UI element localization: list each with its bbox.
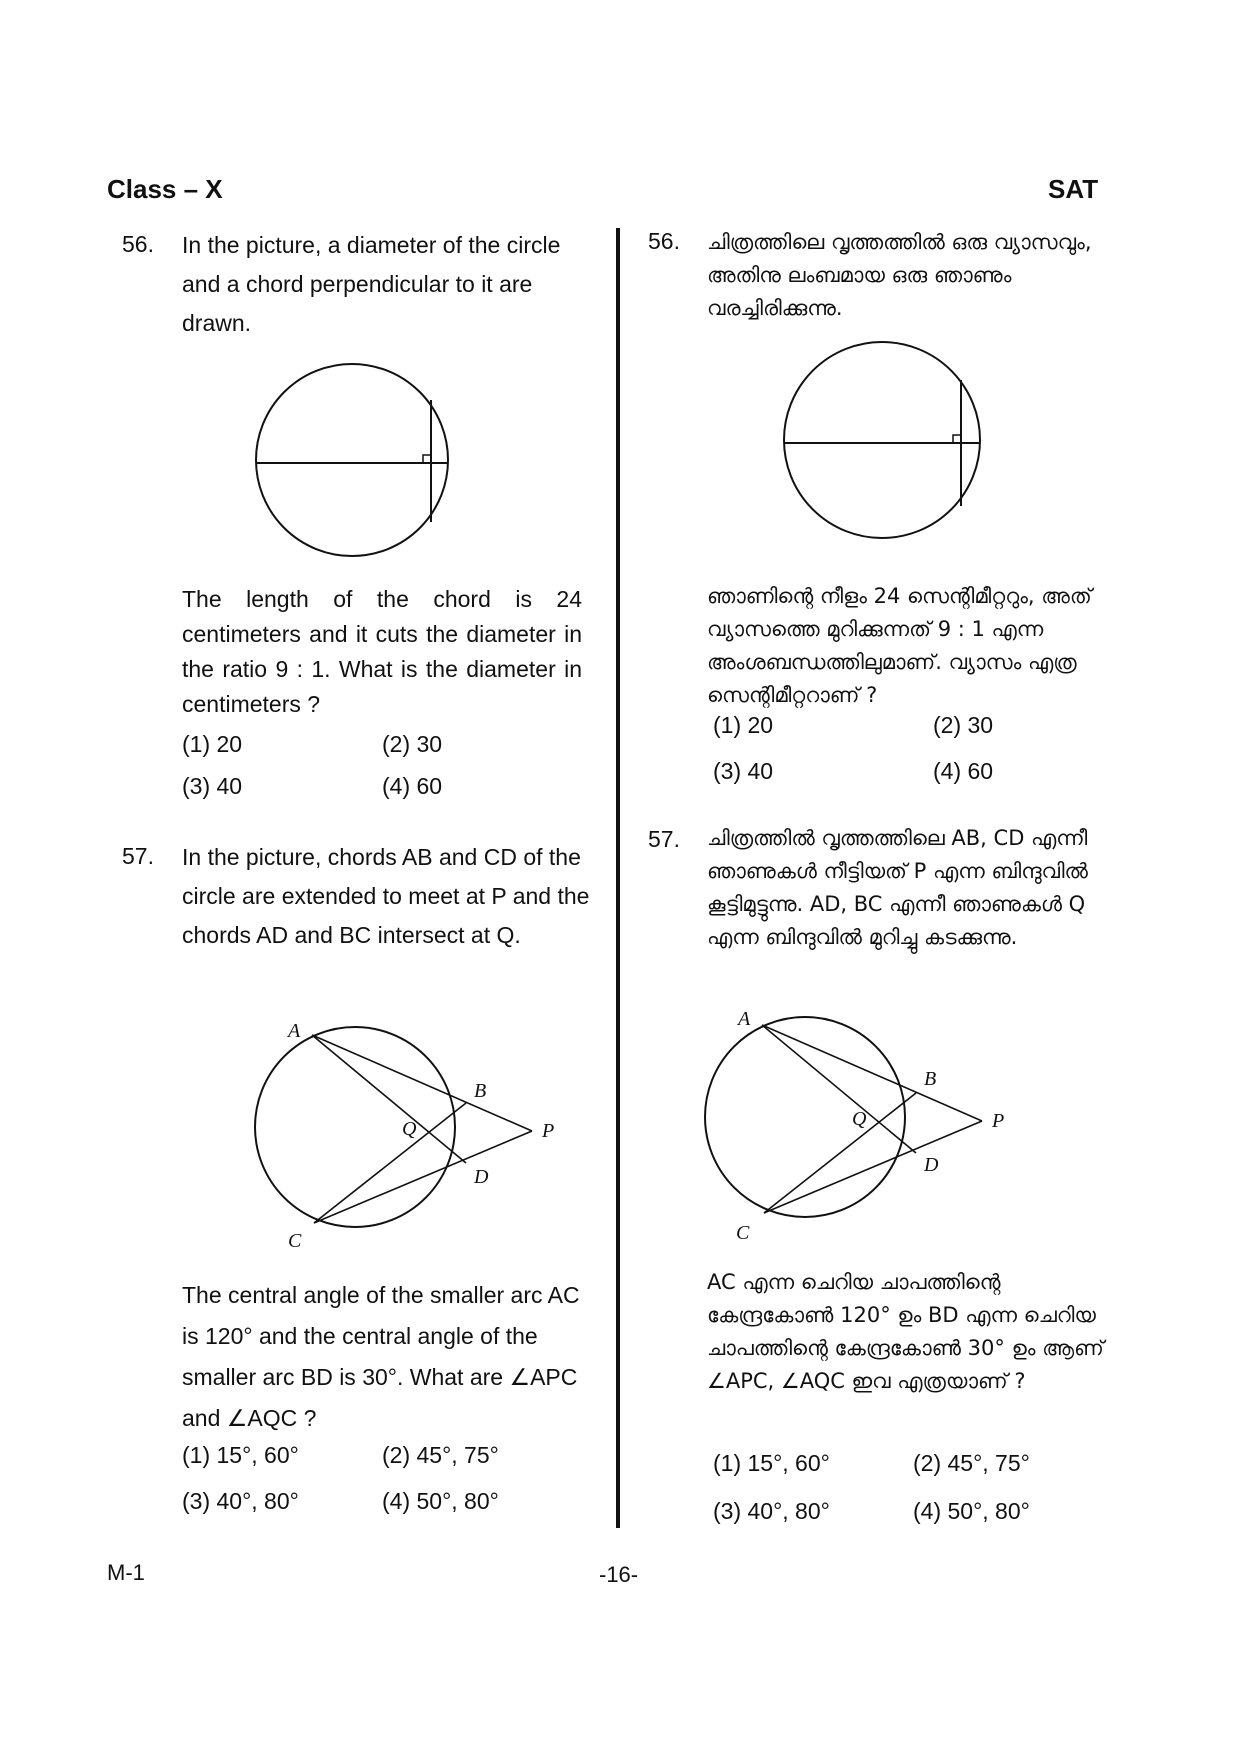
line-c-p [314, 1131, 532, 1223]
line-a-p [312, 1035, 532, 1131]
q56-option-1-ml: (1) 20 [713, 712, 774, 738]
point-label-d: D [474, 1166, 489, 1188]
q57-option-2-ml: (2) 45°, 75° [913, 1450, 1030, 1476]
header-exam: SAT [1048, 174, 1099, 204]
circle [256, 364, 448, 556]
chord-a-d [762, 1025, 916, 1153]
question-56-text: The length of the chord is 24 centimeters and it cuts the diameter in the ratio 9 : 1. What is the diameter in centimeters ? [182, 586, 582, 717]
point-label-b-ml: B [924, 1068, 937, 1090]
chord-a-d [312, 1035, 466, 1163]
question-57-number: 57. [122, 843, 154, 869]
point-label-a: A [288, 1020, 301, 1042]
q56-option-2-ml: (2) 30 [933, 712, 994, 738]
question-57-number-ml: 57. [648, 826, 680, 852]
page-number: -16- [599, 1562, 639, 1587]
q56-option-3: (3) 40 [182, 773, 243, 799]
right-angle-mark [953, 435, 961, 443]
q57-option-1-ml: (1) 15°, 60° [713, 1450, 830, 1476]
q57-option-3-ml: (3) 40°, 80° [713, 1498, 830, 1524]
figure-56-circle-diagram [250, 360, 460, 560]
point-label-q: Q [402, 1118, 417, 1140]
circle [784, 342, 980, 538]
q56-option-1: (1) 20 [182, 731, 243, 757]
header-class: Class – X [107, 174, 223, 204]
figure-57-intersecting-chords-diagram-ml [698, 1005, 1018, 1245]
question-56-intro-ml: ചിത്രത്തിലെ വൃത്തത്തിൽ ഒരു വ്യാസവും, അതിനു ലംബമായ ഒരു ഞാണും വരച്ചിരിക്കുന്നു. [707, 230, 1092, 320]
q56-option-2: (2) 30 [382, 731, 443, 757]
column-divider [616, 228, 620, 1528]
point-label-p: P [542, 1120, 555, 1142]
question-57-intro-ml: ചിത്രത്തിൽ വൃത്തത്തിലെ AB, CD എന്നീ ഞാണുകൾ നീട്ടിയത് P എന്ന ബിന്ദുവിൽ കൂട്ടിമുട്ടുന്നു. AD, BC എന്നീ ഞാണുകൾ Q എന്ന ബിന്ദുവിൽ മുറിച്ചു കടക്കുന്നു. [707, 826, 1088, 949]
footer-code: M-1 [107, 1560, 145, 1585]
chord-c-b [764, 1093, 916, 1213]
point-label-c: C [288, 1230, 302, 1252]
right-angle-mark [423, 455, 431, 463]
point-label-p-ml: P [992, 1110, 1005, 1132]
question-56-text-ml: ഞാണിന്റെ നീളം 24 സെന്റിമീറ്ററും, അത് വ്യാസത്തെ മുറിക്കുന്നത് 9 : 1 എന്ന അംശബന്ധത്തിലുമാണ്. വ്യാസം എത്ര സെന്റിമീറ്ററാണ് ? [707, 584, 1092, 707]
q56-option-4: (4) 60 [382, 773, 443, 799]
q56-option-3-ml: (3) 40 [713, 758, 774, 784]
figure-57-intersecting-chords-diagram [250, 1015, 570, 1255]
point-label-b: B [474, 1080, 487, 1102]
circle [705, 1017, 905, 1217]
circle [255, 1027, 455, 1227]
chord-c-b [314, 1103, 466, 1223]
line-c-p [764, 1121, 982, 1213]
question-57-text-ml: AC എന്ന ചെറിയ ചാപത്തിന്റെ കേന്ദ്രകോൺ 120° ഉം BD എന്ന ചെറിയ ചാപത്തിന്റെ കേന്ദ്രകോൺ 30° ഉം ആണ് ∠APC, ∠AQC ഇവ എത്രയാണ് ? [707, 1270, 1104, 1393]
question-56-number-ml: 56. [648, 228, 680, 254]
point-label-a-ml: A [738, 1008, 751, 1030]
q57-option-1: (1) 15°, 60° [182, 1442, 299, 1468]
point-label-q-ml: Q [852, 1108, 867, 1130]
question-57-intro: In the picture, chords AB and CD of the circle are extended to meet at P and the chords AD and BC intersect at Q. [182, 844, 590, 948]
point-label-d-ml: D [924, 1154, 939, 1176]
line-a-p [762, 1025, 982, 1121]
question-57-text: The central angle of the smaller arc AC is 120° and the central angle of the smaller arc BD is 30°. What are ∠APC and ∠AQC ? [182, 1282, 580, 1431]
question-56-number: 56. [122, 231, 154, 257]
point-label-c-ml: C [736, 1222, 750, 1244]
q57-option-4: (4) 50°, 80° [382, 1488, 499, 1514]
q57-option-3: (3) 40°, 80° [182, 1488, 299, 1514]
q57-option-2: (2) 45°, 75° [382, 1442, 499, 1468]
question-56-intro: In the picture, a diameter of the circle and a chord perpendicular to it are drawn. [182, 232, 561, 336]
q57-option-4-ml: (4) 50°, 80° [913, 1498, 1030, 1524]
q56-option-4-ml: (4) 60 [933, 758, 994, 784]
figure-56-circle-diagram-ml [778, 340, 988, 540]
